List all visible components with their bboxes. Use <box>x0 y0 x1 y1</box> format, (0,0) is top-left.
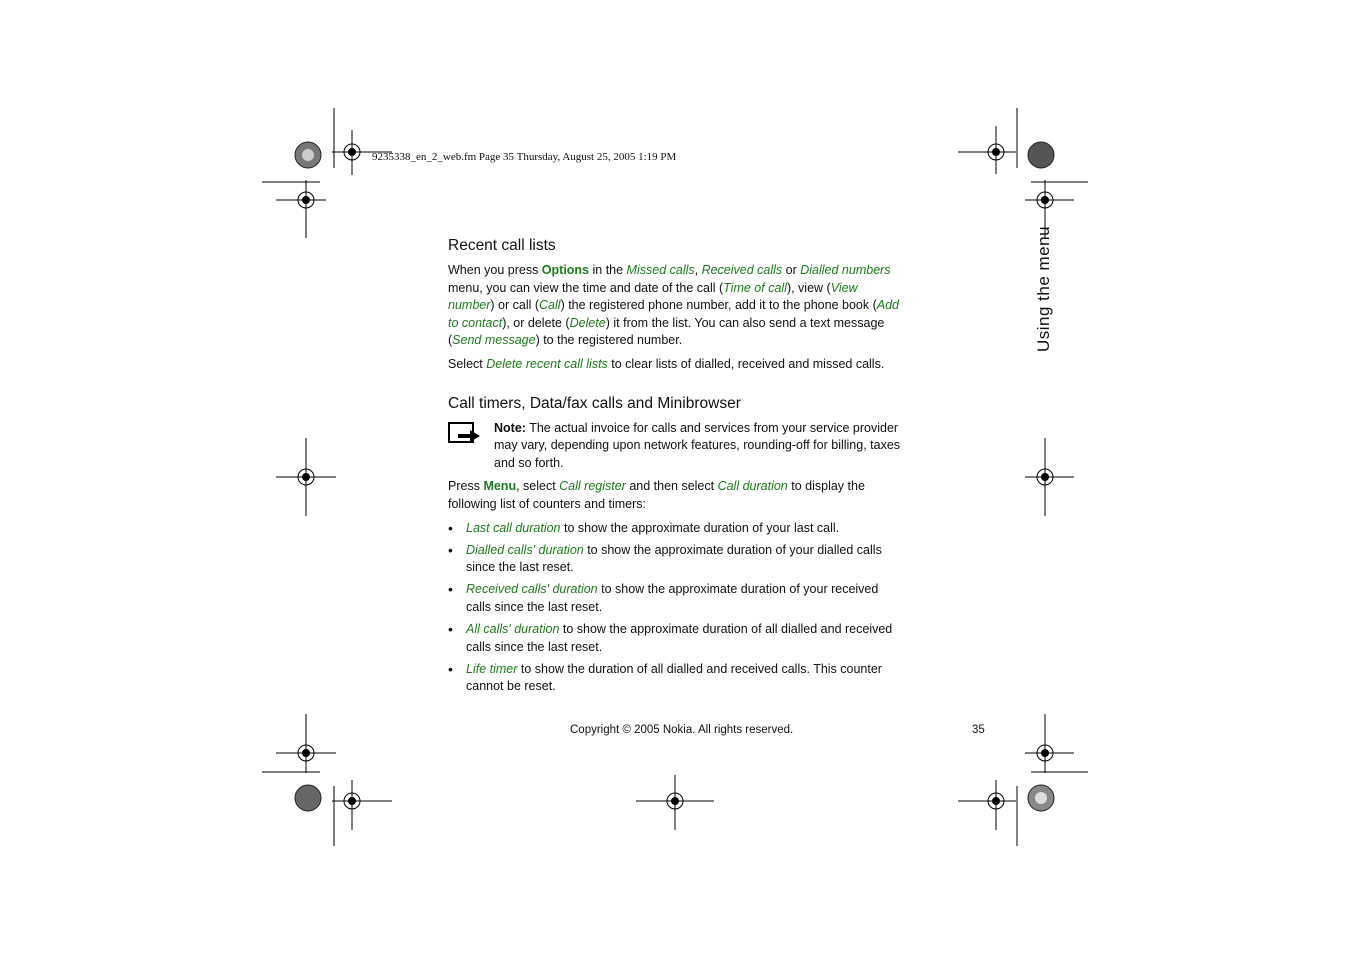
page-content <box>448 236 904 700</box>
section-heading-call-timers: Call timers, Data/fax calls and Minibrowser <box>448 394 741 412</box>
copyright-footer: Copyright © 2005 Nokia. All rights reserved. <box>570 724 794 736</box>
term-send-message: Send message <box>452 333 536 348</box>
list-item: • All calls' duration to show the approximate duration of all dialled and received calls since the last reset. <box>448 621 904 656</box>
section-tab-label: Using the menu <box>1034 225 1053 353</box>
key-options: Options <box>541 263 590 277</box>
term-delete-recent-call-lists: Delete recent call lists <box>486 356 608 371</box>
note-text: The actual invoice for calls and services from your service provider may vary, depending upon network features, rounding-off for billing, taxes and so forth. <box>494 420 901 470</box>
key-menu: Menu <box>483 479 517 494</box>
term-time-of-call: Time of call <box>723 280 787 295</box>
term-call-register: Call register <box>559 479 626 494</box>
note-label: Note: <box>494 420 526 435</box>
term-view-number: View number <box>448 280 858 313</box>
note-block <box>448 420 904 473</box>
timer-list <box>448 520 904 696</box>
list-item: • Dialled calls' duration to show the approximate duration of your dialled calls since the last reset. <box>448 542 904 577</box>
term-delete: Delete <box>569 315 606 330</box>
term-received-calls: Received calls <box>701 263 783 277</box>
paragraph-recent-calls: When you press Options in the Missed calls, Received calls or Dialled numbers menu, you can view the time and date of the call (Time of call), view (View number) or call (Call) the registered phone number, add it to the phone book (Add to contact), or delete (Delete) it from the list. You can also send a text message (Send message) to the registered number. <box>448 263 899 348</box>
list-item: • Life timer to show the duration of all dialled and received calls. This counter cannot be reset. <box>448 661 904 696</box>
paragraph-delete-lists: Select Delete recent call lists to clear lists of dialled, received and missed calls. <box>448 356 885 371</box>
section-tab <box>1032 226 1056 352</box>
note-icon <box>448 422 482 444</box>
file-info-header: 9235338_en_2_web.fm Page 35 Thursday, August 25, 2005 1:19 PM <box>372 151 677 163</box>
term-dialled-numbers: Dialled numbers <box>800 263 891 277</box>
term-call-duration: Call duration <box>717 479 788 494</box>
section-heading-recent-call-lists: Recent call lists <box>448 237 556 254</box>
term-missed-calls: Missed calls <box>626 263 695 277</box>
page-number: 35 <box>972 724 985 736</box>
list-item: • Received calls' duration to show the approximate duration of your received calls since the last reset. <box>448 581 904 616</box>
term-add-to-contact: Add to contact <box>448 298 899 330</box>
list-item: • Last call duration to show the approximate duration of your last call. <box>448 520 904 538</box>
term-call: Call <box>539 298 561 313</box>
paragraph-call-duration: Press Menu, select Call register and then select Call duration to display the following list of counters and timers: <box>448 479 865 511</box>
